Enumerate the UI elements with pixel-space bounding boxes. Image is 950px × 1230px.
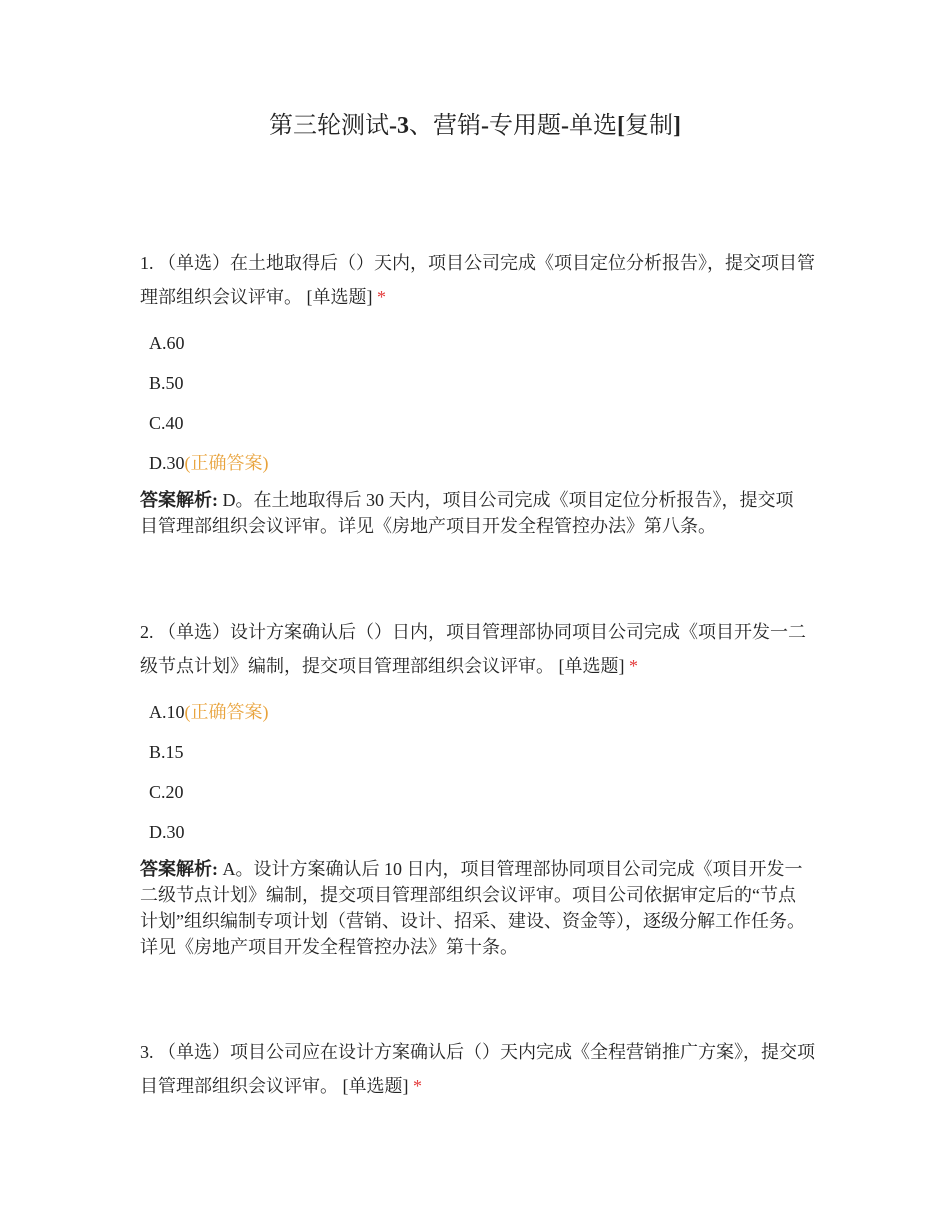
title-text: ] xyxy=(673,113,681,139)
title-text: -3 xyxy=(389,113,409,139)
option-c[interactable] xyxy=(149,403,820,443)
option-label: A.10 xyxy=(149,702,185,722)
title-text: 、营销 xyxy=(409,113,481,139)
option-list xyxy=(149,692,820,852)
option-label: C.40 xyxy=(149,413,184,433)
option-a[interactable] xyxy=(149,692,820,732)
analysis-label: 答案解析: xyxy=(140,490,218,510)
option-a[interactable] xyxy=(149,323,820,363)
required-star: * xyxy=(629,656,638,676)
option-label: A.60 xyxy=(149,333,185,353)
correct-answer-tag: (正确答案) xyxy=(184,702,269,722)
option-label: B.50 xyxy=(149,373,184,393)
option-label: C.20 xyxy=(149,782,184,802)
question-stem xyxy=(140,246,820,314)
question-2 xyxy=(140,615,820,960)
option-b[interactable] xyxy=(149,363,820,403)
option-b[interactable] xyxy=(149,732,820,772)
option-list xyxy=(149,323,820,483)
question-text: 2. （单选）设计方案确认后（）日内，项目管理部协同项目公司完成《项目开发一二级节点计划》编制，提交项目管理部组织会议评审。 [单选题] xyxy=(140,622,806,676)
option-label: D.30 xyxy=(149,822,185,842)
analysis-label: 答案解析: xyxy=(140,859,218,879)
title-text: 专用题 xyxy=(489,113,561,139)
title-text: [ xyxy=(617,113,625,139)
required-star: * xyxy=(413,1076,422,1096)
analysis-text: A。设计方案确认后 10 日内，项目管理部协同项目公司完成《项目开发一二级节点计划》编制，提交项目管理部组织会议评审。项目公司依据审定后的“节点计划”组织编制专项计划（营销、设计、招采、建设、资金等），逐级分解工作任务。详见《房地产项目开发全程管控办法》第十条。 xyxy=(140,859,805,957)
title-text: - xyxy=(481,113,489,139)
option-c[interactable] xyxy=(149,772,820,812)
option-d[interactable] xyxy=(149,812,820,852)
answer-analysis xyxy=(140,487,805,539)
option-label: D.30 xyxy=(149,453,185,473)
answer-analysis xyxy=(140,856,805,960)
question-text: 3. （单选）项目公司应在设计方案确认后（）天内完成《全程营销推广方案》，提交项目管理部组织会议评审。 [单选题] xyxy=(140,1042,815,1096)
page-title xyxy=(0,110,950,142)
option-label: B.15 xyxy=(149,742,184,762)
question-stem xyxy=(140,615,820,683)
question-3 xyxy=(140,1035,820,1103)
required-star: * xyxy=(377,287,386,307)
question-1 xyxy=(140,246,820,539)
analysis-text: D。在土地取得后 30 天内，项目公司完成《项目定位分析报告》，提交项目管理部组织会议评审。详见《房地产项目开发全程管控办法》第八条。 xyxy=(140,490,794,536)
question-stem xyxy=(140,1035,820,1103)
correct-answer-tag: (正确答案) xyxy=(184,453,269,473)
title-text: 复制 xyxy=(625,113,673,139)
title-text: 第三轮测试 xyxy=(269,113,389,139)
question-text: 1. （单选）在土地取得后（）天内，项目公司完成《项目定位分析报告》，提交项目管理部组织会议评审。 [单选题] xyxy=(140,253,815,307)
option-d[interactable] xyxy=(149,443,820,483)
title-text: - xyxy=(561,113,569,139)
title-text: 单选 xyxy=(569,113,617,139)
